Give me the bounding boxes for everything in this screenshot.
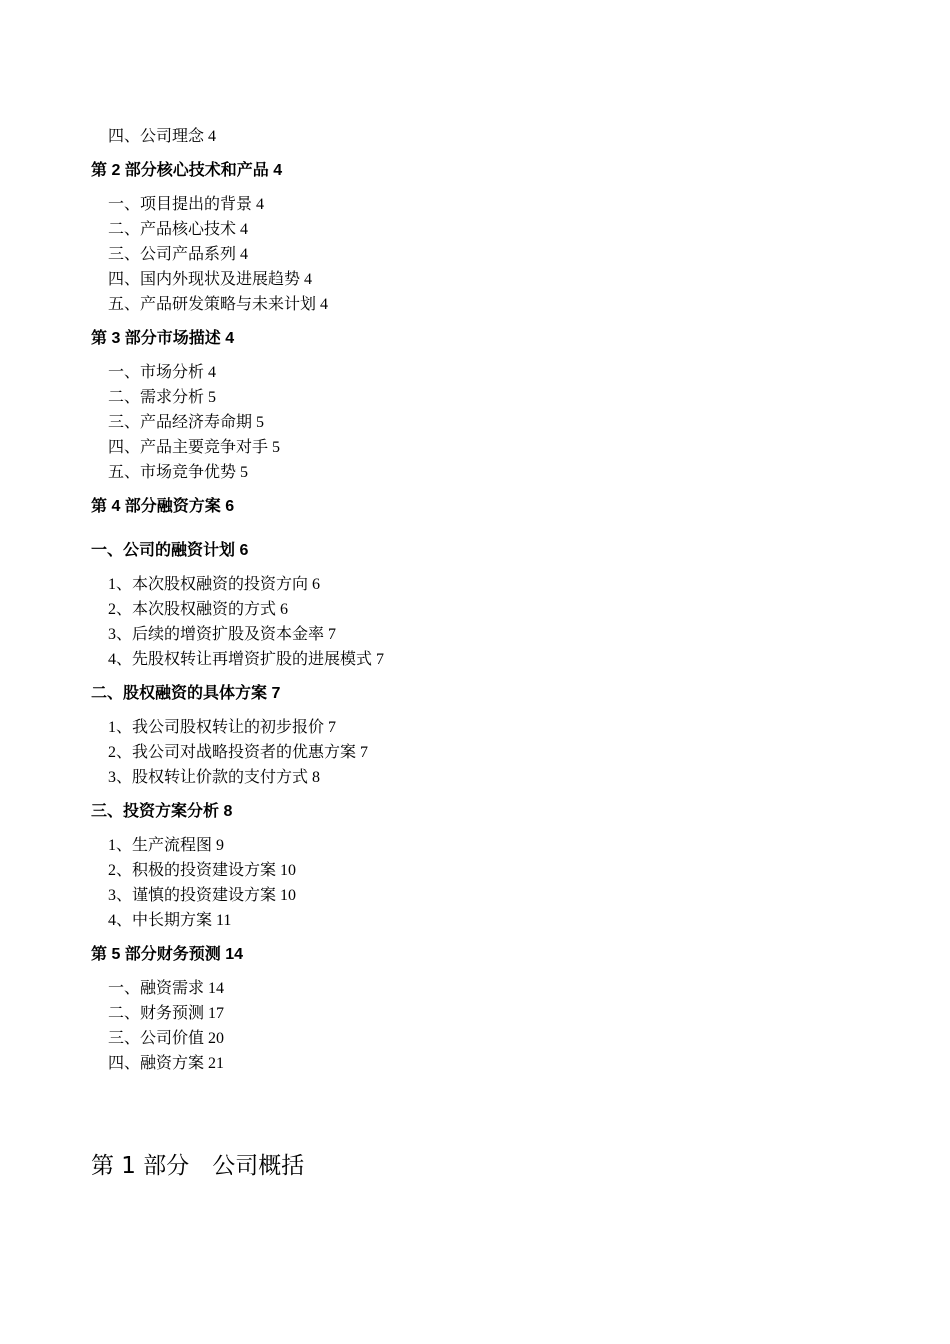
toc-entry[interactable]: 三、公司价值 20 (108, 1030, 225, 1047)
toc-entry[interactable]: 2、我公司对战略投资者的优惠方案 7 (108, 744, 369, 761)
toc-entry[interactable]: 1、生产流程图 9 (108, 837, 225, 854)
toc-entry[interactable]: 一、市场分析 4 (108, 364, 217, 381)
toc-entry[interactable]: 五、市场竞争优势 5 (108, 464, 249, 481)
toc-entry[interactable]: 四、产品主要竞争对手 5 (108, 439, 281, 456)
toc-section-entry[interactable]: 三、投资方案分析 8 (91, 803, 233, 820)
toc-entry[interactable]: 4、中长期方案 11 (108, 912, 232, 929)
toc-entry[interactable]: 2、积极的投资建设方案 10 (108, 862, 297, 879)
toc-section-entry[interactable]: 一、公司的融资计划 6 (91, 542, 249, 559)
toc-entry[interactable]: 四、国内外现状及进展趋势 4 (108, 271, 313, 288)
toc-chapter-entry[interactable]: 第 5 部分财务预测 14 (91, 946, 244, 963)
toc-entry[interactable]: 3、谨慎的投资建设方案 10 (108, 887, 297, 904)
toc-entry[interactable]: 1、本次股权融资的投资方向 6 (108, 576, 321, 593)
toc-entry[interactable]: 三、公司产品系列 4 (108, 246, 249, 263)
toc-entry[interactable]: 二、需求分析 5 (108, 389, 217, 406)
toc-entry[interactable]: 三、产品经济寿命期 5 (108, 414, 265, 431)
toc-chapter-entry[interactable]: 第 2 部分核心技术和产品 4 (91, 162, 283, 179)
toc-entry[interactable]: 一、融资需求 14 (108, 980, 225, 997)
toc-chapter-entry[interactable]: 第 3 部分市场描述 4 (91, 330, 235, 347)
toc-entry[interactable]: 4、先股权转让再增资扩股的进展模式 7 (108, 651, 385, 668)
toc-chapter-entry[interactable]: 第 4 部分融资方案 6 (91, 498, 235, 515)
toc-entry[interactable]: 1、我公司股权转让的初步报价 7 (108, 719, 337, 736)
toc-entry[interactable]: 四、公司理念 4 (108, 128, 217, 145)
section-heading: 第 1 部分 公司概括 (91, 1153, 305, 1179)
toc-section-entry[interactable]: 二、股权融资的具体方案 7 (91, 685, 281, 702)
toc-entry[interactable]: 一、项目提出的背景 4 (108, 196, 265, 213)
toc-entry[interactable]: 3、股权转让价款的支付方式 8 (108, 769, 321, 786)
toc-entry[interactable]: 二、财务预测 17 (108, 1005, 225, 1022)
toc-entry[interactable]: 四、融资方案 21 (108, 1055, 225, 1072)
toc-entry[interactable]: 二、产品核心技术 4 (108, 221, 249, 238)
toc-entry[interactable]: 2、本次股权融资的方式 6 (108, 601, 289, 618)
table-of-contents (91, 124, 891, 1076)
toc-entry[interactable]: 五、产品研发策略与未来计划 4 (108, 296, 329, 313)
toc-entry[interactable]: 3、后续的增资扩股及资本金率 7 (108, 626, 337, 643)
